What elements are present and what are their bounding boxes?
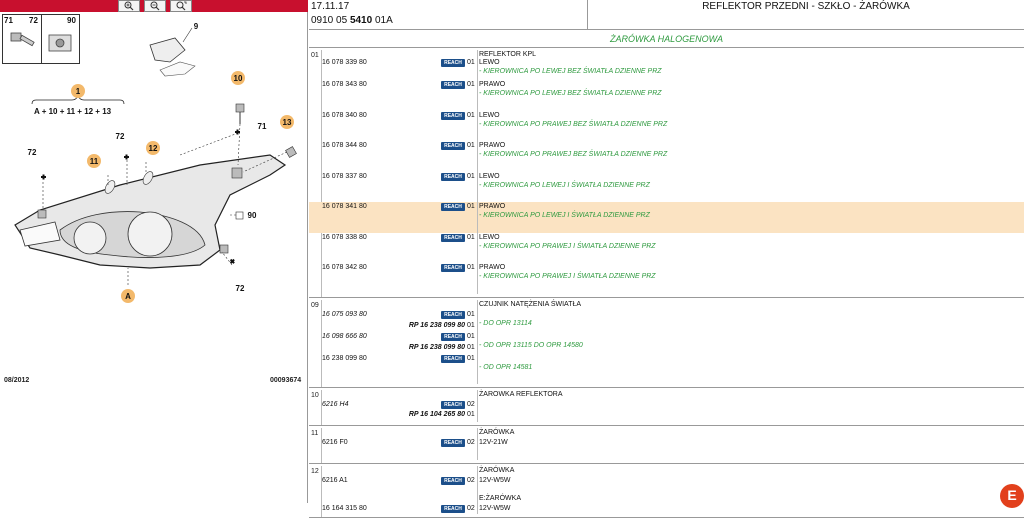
diagram-code: 00093674 — [270, 377, 302, 384]
part-row[interactable] — [309, 80, 1024, 111]
reach-badge: REACH — [441, 112, 465, 120]
quantity: 01 — [467, 264, 475, 271]
column-divider — [477, 504, 478, 514]
column-divider — [477, 321, 478, 332]
reach-badge: REACH — [441, 477, 465, 485]
callout-label: 11 — [89, 157, 99, 166]
part-number: 6216 H4 — [322, 400, 349, 408]
part-description: LEWO — [479, 111, 500, 119]
part-description: REFLEKTOR KPL — [479, 51, 537, 58]
thumb-label: 72 — [29, 16, 38, 25]
quantity: 01 — [467, 111, 475, 119]
quantity: 01 — [467, 233, 475, 241]
part-row — [309, 466, 1024, 476]
column-divider — [477, 486, 478, 494]
quantity: 01 — [467, 310, 475, 318]
part-row[interactable] — [309, 141, 1024, 172]
reach-badge: REACH — [441, 142, 465, 150]
part-description: LEWO — [479, 172, 500, 180]
callout-label: A — [125, 292, 131, 301]
part-number: 16 078 343 80 — [322, 81, 367, 88]
callout-label: 72 — [27, 148, 37, 157]
part-note: - OD OPR 13115 DO OPR 14580 — [479, 341, 583, 349]
column-divider — [477, 466, 478, 476]
column-divider — [477, 263, 478, 294]
part-description: 12V-21W — [479, 438, 508, 446]
quantity: 01 — [467, 142, 475, 149]
part-number: 16 078 338 80 — [322, 233, 367, 241]
callout-label: 9 — [193, 22, 199, 31]
column-divider — [477, 390, 478, 400]
part-description: ŻAROWKA REFLEKTORA — [479, 390, 563, 398]
quantity: 01 — [467, 410, 475, 418]
part-description: PRAWO — [479, 203, 506, 210]
part-description: CZUJNIK NATĘŻENIA ŚWIATŁA — [479, 300, 582, 308]
callout-label: 13 — [282, 118, 292, 127]
part-note: - KIEROWNICA PO LEWEJ BEZ ŚWIATŁA DZIENNE PRZ — [479, 68, 662, 75]
part-number: 16 078 339 80 — [322, 59, 367, 66]
assembly-formula: A + 10 + 11 + 12 + 13 — [34, 107, 112, 116]
reach-badge: REACH — [441, 311, 465, 319]
replacement-part-number: RP 16 104 265 80 — [408, 410, 465, 418]
part-row — [309, 390, 1024, 400]
catalog-date: 17.11.17 — [311, 1, 350, 12]
replacement-part-number: RP 16 238 099 80 — [408, 321, 465, 329]
column-divider — [477, 354, 478, 384]
reach-badge: REACH — [441, 234, 465, 242]
column-divider — [477, 233, 478, 264]
parts-group-01 — [309, 50, 1024, 298]
quantity: 02 — [467, 400, 475, 408]
part-row[interactable] — [309, 438, 1024, 460]
quantity: 01 — [467, 59, 475, 66]
quantity: 01 — [467, 321, 475, 329]
group-number: 10 — [311, 391, 319, 399]
reach-badge: REACH — [441, 355, 465, 363]
part-note: - KIEROWNICA PO LEWEJ BEZ ŚWIATŁA DZIENNE PRZ — [479, 90, 662, 97]
parts-table — [309, 48, 1024, 518]
part-description: PRAWO — [479, 142, 506, 149]
part-number: 16 078 344 80 — [322, 142, 367, 149]
part-row[interactable] — [309, 233, 1024, 264]
part-description: 12V-W5W — [479, 476, 511, 484]
part-number: 16 098 666 80 — [322, 332, 367, 340]
part-number: 16 078 342 80 — [322, 264, 367, 271]
ref-prefix: 0910 05 — [311, 15, 350, 26]
callout-label: 10 — [233, 74, 243, 83]
thumb-label: 71 — [4, 16, 13, 25]
section-subtitle: ŻARÓWKA HALOGENOWA — [309, 31, 1024, 48]
parts-header — [309, 0, 1024, 30]
column-divider — [477, 80, 478, 111]
part-note: - KIEROWNICA PO PRAWEJ I ŚWIATŁA DZIENNE PRZ — [479, 273, 656, 280]
column-divider — [477, 332, 478, 343]
part-row[interactable] — [309, 504, 1024, 514]
column-divider — [477, 172, 478, 203]
parts-list-panel — [309, 0, 1024, 512]
group-number: 01 — [311, 52, 319, 59]
part-row[interactable] — [309, 476, 1024, 486]
screw-13-illustration — [286, 147, 297, 158]
reach-badge: REACH — [441, 81, 465, 89]
part-number: 16 164 315 80 — [322, 504, 367, 512]
quantity: 02 — [467, 476, 475, 484]
reach-badge: REACH — [441, 333, 465, 341]
part-description: PRAWO — [479, 264, 506, 271]
app-logo-icon[interactable]: E — [1000, 484, 1024, 508]
part-row — [309, 343, 1024, 354]
clip-90-marker — [236, 212, 243, 219]
part-description: ŻARÓWKA — [479, 466, 515, 474]
part-number: 16 078 341 80 — [322, 203, 367, 210]
part-note: - OD OPR 14581 — [479, 363, 533, 371]
part-row[interactable] — [309, 263, 1024, 294]
part-note: - KIEROWNICA PO PRAWEJ I ŚWIATŁA DZIENNE PRZ — [479, 242, 656, 250]
quantity: 02 — [467, 504, 475, 512]
ref-suffix: 01A — [372, 15, 393, 26]
column-divider — [477, 300, 478, 310]
bulb-socket-illustration — [150, 28, 195, 76]
reach-badge: REACH — [441, 439, 465, 447]
screw-10-illustration — [236, 104, 244, 124]
column-divider — [477, 400, 478, 410]
column-divider — [477, 428, 478, 438]
part-row[interactable] — [309, 111, 1024, 142]
ref-bold: 5410 — [349, 15, 373, 26]
parts-group-10 — [309, 390, 1024, 426]
reach-badge: REACH — [441, 401, 465, 409]
part-description: LEWO — [479, 233, 500, 241]
group-number: 11 — [311, 429, 319, 437]
column-divider — [477, 58, 478, 80]
reach-badge: REACH — [441, 505, 465, 513]
part-note: - DO OPR 13114 — [479, 319, 532, 327]
part-description: PRAWO — [479, 81, 506, 88]
group-number: 12 — [311, 467, 319, 475]
quantity: 01 — [467, 81, 475, 88]
parts-group-11 — [309, 428, 1024, 464]
diagram-panel — [0, 0, 308, 503]
callout-label: 71 — [257, 122, 267, 131]
part-description: LEWO — [479, 59, 500, 66]
quantity: 01 — [467, 203, 475, 210]
column-divider — [477, 141, 478, 172]
reach-badge: REACH — [441, 59, 465, 67]
part-number: 16 075 093 80 — [322, 310, 367, 318]
part-description: ŻARÓWKA — [479, 428, 515, 436]
callout-label: 1 — [75, 87, 81, 96]
part-row — [309, 300, 1024, 310]
quantity: 02 — [467, 438, 475, 446]
part-row[interactable] — [309, 400, 1024, 410]
column-divider — [477, 476, 478, 486]
part-note: - KIEROWNICA PO LEWEJ I ŚWIATŁA DZIENNE PRZ — [479, 212, 650, 219]
part-row — [309, 486, 1024, 494]
part-row — [309, 494, 1024, 504]
column-divider — [477, 494, 478, 504]
part-row[interactable] — [309, 354, 1024, 384]
part-row[interactable] — [309, 172, 1024, 203]
quantity: 01 — [467, 354, 475, 362]
column-divider — [477, 438, 478, 460]
quantity: 01 — [467, 332, 475, 340]
part-number: 6216 A1 — [322, 476, 348, 484]
callout-label: 90 — [247, 211, 257, 220]
callout-label: 72 — [235, 284, 245, 293]
parts-group-09 — [309, 300, 1024, 388]
part-note: - KIEROWNICA PO LEWEJ I ŚWIATŁA DZIENNE PRZ — [479, 181, 650, 189]
column-divider — [477, 410, 478, 422]
part-number: 16 078 340 80 — [322, 111, 367, 119]
diagram-date: 08/2012 — [4, 377, 30, 384]
headlamp-exploded-diagram — [0, 0, 308, 503]
part-description: 12V-W5W — [479, 504, 511, 512]
part-row — [309, 321, 1024, 332]
column-divider — [477, 202, 478, 233]
column-divider — [477, 310, 478, 321]
part-row — [309, 428, 1024, 438]
part-number: 6216 F0 — [322, 438, 348, 446]
column-divider — [477, 50, 478, 58]
part-number: 16 078 337 80 — [322, 172, 367, 180]
part-note: - KIEROWNICA PO PRAWEJ BEZ ŚWIATŁA DZIENNE PRZ — [479, 120, 668, 128]
catalog-reference — [311, 15, 393, 26]
selected-part-row[interactable] — [309, 202, 1024, 233]
parts-group-12 — [309, 466, 1024, 518]
reach-badge: REACH — [441, 264, 465, 272]
thumb-label: 90 — [67, 16, 76, 25]
part-row — [309, 50, 1024, 58]
page-title: REFLEKTOR PRZEDNI - SZKŁO - ŻARÓWKA — [702, 1, 910, 12]
reach-badge: REACH — [441, 173, 465, 181]
quantity: 01 — [467, 343, 475, 351]
part-row — [309, 410, 1024, 422]
part-note: - KIEROWNICA PO PRAWEJ BEZ ŚWIATŁA DZIENNE PRZ — [479, 151, 668, 158]
reach-badge: REACH — [441, 203, 465, 211]
group-number: 09 — [311, 301, 319, 309]
callout-label: 12 — [148, 144, 158, 153]
quantity: 01 — [467, 172, 475, 180]
callout-label: 72 — [115, 132, 125, 141]
part-description: E:ŻARÓWKA — [479, 494, 522, 502]
column-divider — [477, 111, 478, 142]
part-number: 16 238 099 80 — [322, 354, 367, 362]
column-divider — [477, 343, 478, 354]
replacement-part-number: RP 16 238 099 80 — [408, 343, 465, 351]
part-row[interactable] — [309, 58, 1024, 80]
